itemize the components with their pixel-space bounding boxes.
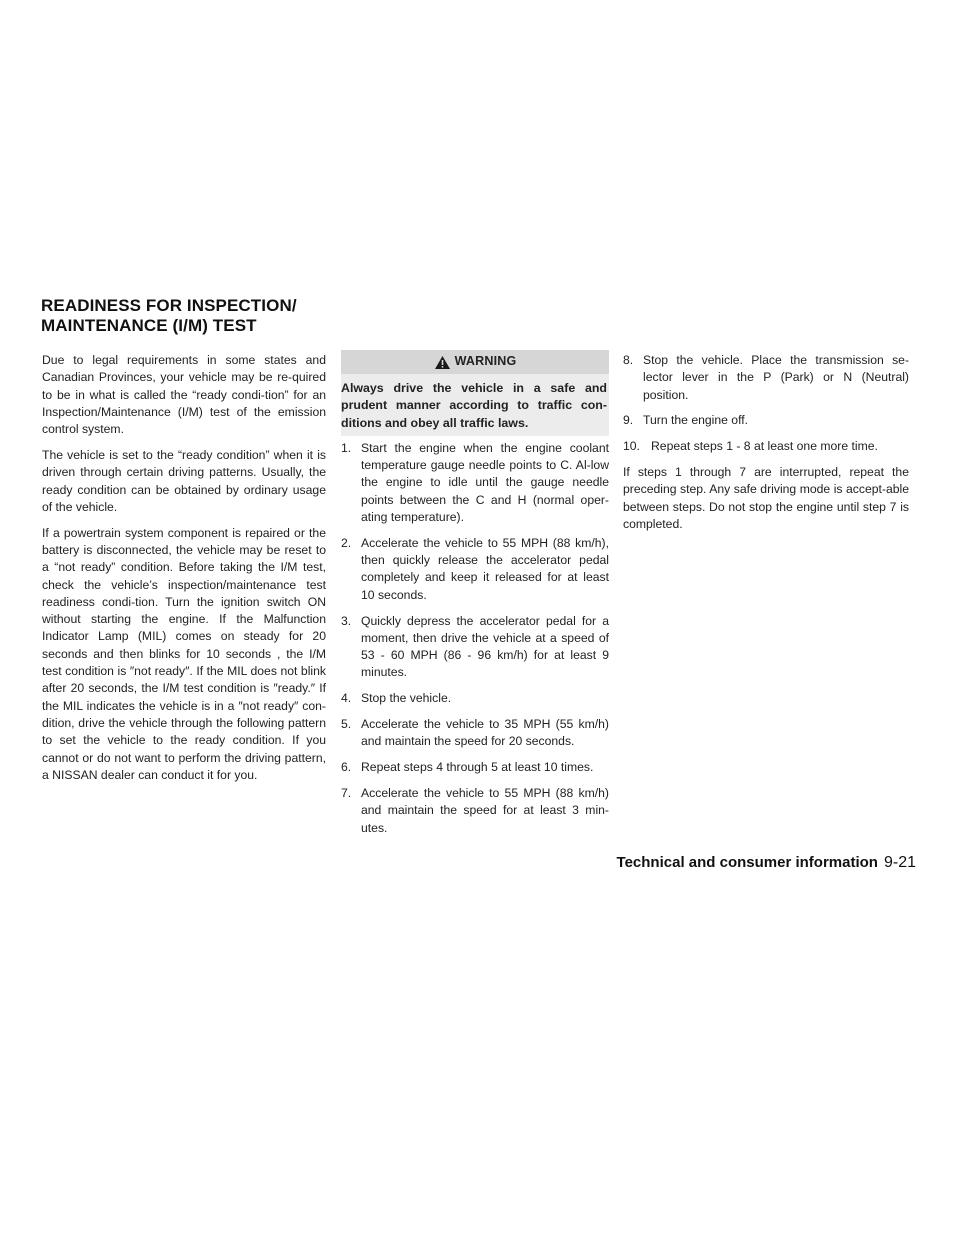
ready-condition-paragraph: The vehicle is set to the “ready condition” when it is driven through certain driving patterns. Usually, the ready condition can be obtained by ordinary usage of the vehicle. bbox=[42, 447, 326, 514]
intro-paragraph: Due to legal requirements in some states and Canadian Provinces, your vehicle may be re-quired to be in what is called the “ready condi-tion” for an Inspection/Maintenance (I/M) test of the emission control system. bbox=[42, 353, 326, 437]
step-item: 1. Start the engine when the engine coolant temperature gauge needle points to C. Al-low the engine to idle until the gauge needle points between the C and H (normal oper-ating temperature). bbox=[341, 440, 609, 525]
step-item: 9. Turn the engine off. bbox=[623, 413, 749, 428]
section-title-line-2: MAINTENANCE (I/M) TEST bbox=[41, 316, 257, 335]
step-item: 2. Accelerate the vehicle to 55 MPH (88 km/h), then quickly release the accelerator pedal completely and keep it released for at least 10 seconds. bbox=[341, 535, 609, 602]
page-footer bbox=[586, 854, 916, 872]
step-item: 4. Stop the vehicle. bbox=[341, 691, 452, 706]
warning-header bbox=[341, 350, 609, 374]
step-item: 10. Repeat steps 1 - 8 at least one more time. bbox=[623, 439, 878, 454]
steps-list-part-1 bbox=[341, 440, 609, 837]
warning-heading: WARNING bbox=[454, 354, 517, 369]
page-number: 9-21 bbox=[883, 854, 916, 871]
left-column bbox=[42, 352, 326, 793]
step-item: 5. Accelerate the vehicle to 35 MPH (55 km/h) and maintain the speed for 20 seconds. bbox=[341, 717, 609, 749]
step-item: 8. Stop the vehicle. Place the transmission se-lector lever in the P (Park) or N (Neutral) position. bbox=[623, 353, 909, 402]
warning-text: Always drive the vehicle in a safe and prudent manner according to traffic con-ditions and obey all traffic laws. bbox=[341, 374, 609, 436]
step-item: 7. Accelerate the vehicle to 55 MPH (88 km/h) and maintain the speed for at least 3 min-utes. bbox=[341, 785, 609, 835]
section-title-line-1: READINESS FOR INSPECTION/ bbox=[41, 296, 297, 315]
middle-column bbox=[341, 352, 609, 845]
warning-triangle-icon bbox=[434, 355, 451, 370]
steps-list-part-2 bbox=[623, 352, 909, 455]
readiness-check-paragraph: If a powertrain system component is repaired or the battery is disconnected, the vehicle may be reset to a “not ready” condition. Before taking the I/M test, check the vehicle’s inspection/maintenance test readiness condi-tion. Turn the ignition switch ON without starting the engine. If the Malfunction Indicator Lamp (MIL) comes on steady for 20 seconds and then blinks for 10 seconds , the I/M test condition is ″not ready″. If the MIL does not blink after 20 seconds, the I/M test condition is ″ready.″ If the MIL indicates the vehicle is in a ″not ready″ con-dition, drive the vehicle through the following pattern to set the vehicle to the ready condition. If you cannot or do not want to perform the driving pattern, a NISSAN dealer can conduct it for you. bbox=[42, 525, 326, 782]
closing-paragraph: If steps 1 through 7 are interrupted, repeat the preceding step. Any safe driving mode is accept-able between steps. Do not stop the engine until step 7 is completed. bbox=[623, 464, 909, 531]
step-item: 3. Quickly depress the accelerator pedal for a moment, then drive the vehicle at a speed of 53 - 60 MPH (86 - 96 km/h) for at least 9 minutes. bbox=[341, 613, 609, 680]
chapter-title: Technical and consumer information bbox=[616, 854, 878, 871]
step-item: 6. Repeat steps 4 through 5 at least 10 times. bbox=[341, 760, 594, 775]
section-title bbox=[41, 296, 361, 336]
right-column bbox=[623, 352, 909, 542]
